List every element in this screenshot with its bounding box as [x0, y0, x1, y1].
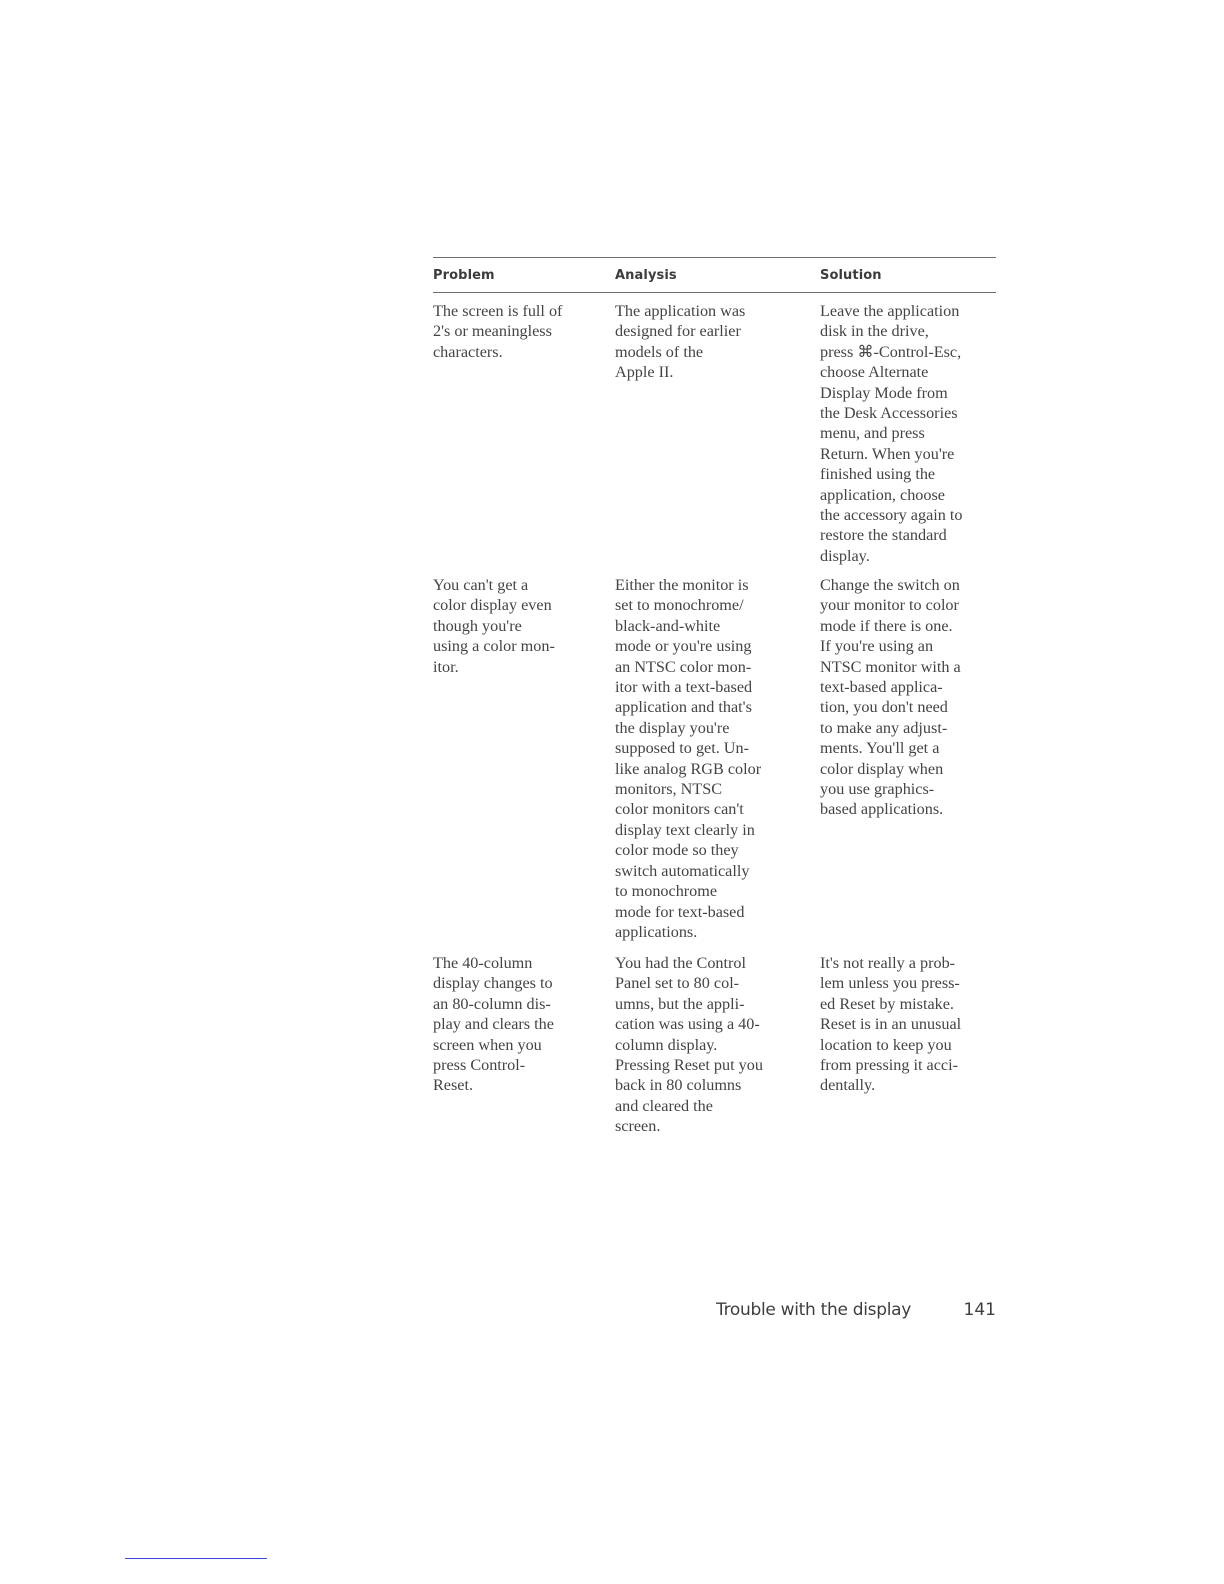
problem-cell: The 40-column display changes to an 80-column dis- play and clears the screen when you press Control- Reset. — [433, 954, 554, 1095]
problem-cell: You can't get a color display even though you're using a color mon- itor. — [433, 576, 555, 676]
solution-cell: Leave the application disk in the drive, press ⌘-Control-Esc, choose Alternate Display Mode from the Desk Accessories menu, and press Return. When you're finished using the application, choose the accessory again to restore the standard display. — [820, 302, 963, 565]
header-problem: Problem — [433, 268, 495, 283]
header-solution: Solution — [820, 268, 882, 283]
table-row — [433, 301, 996, 575]
troubleshooting-table — [433, 257, 996, 1153]
solution-cell: Change the switch on your monitor to color mode if there is one. If you're using an NTSC monitor with a text-based applica- tion, you don't need to make any adjust- ments. You'll get a color display when you use graphics- based applications. — [820, 576, 961, 819]
page-number: 141 — [963, 1300, 996, 1320]
footer-section-title: Trouble with the display — [716, 1300, 911, 1320]
table-body — [433, 293, 996, 1153]
solution-cell: It's not really a prob- lem unless you press- ed Reset by mistake. Reset is in an unusual location to keep you from pressing it acci- dentally. — [820, 954, 962, 1095]
analysis-cell: You had the Control Panel set to 80 col- umns, but the appli- cation was using a 40- column display. Pressing Reset put you back in 80 columns and cleared the screen. — [615, 954, 763, 1136]
table-header-row — [433, 258, 996, 292]
problem-cell: The screen is full of 2's or meaningless characters. — [433, 302, 563, 361]
table-row — [433, 575, 996, 953]
header-analysis: Analysis — [615, 268, 677, 283]
page-footer — [716, 1298, 996, 1324]
bottom-edge-line — [125, 1558, 267, 1559]
analysis-cell: Either the monitor is set to monochrome/ black-and-white mode or you're using an NTSC color mon- itor with a text-based application and that's the display you're supposed to get. Un- like analog RGB color monitors, NTSC color monitors can't display text clearly in color mode so they switch automatically to monochrome mode for text-based applications. — [615, 576, 762, 941]
analysis-cell: The application was designed for earlier models of the Apple II. — [615, 302, 746, 382]
table-row — [433, 953, 996, 1153]
